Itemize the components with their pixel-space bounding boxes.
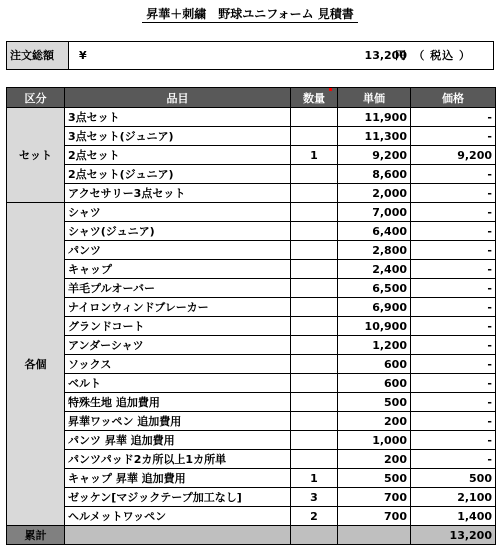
- qty-cell[interactable]: [291, 450, 338, 469]
- estimate-table: [6, 87, 496, 545]
- unit-price-cell: 10,900: [338, 317, 411, 336]
- item-cell: ソックス: [65, 355, 291, 374]
- title-text: 昇華＋刺繍 野球ユニフォーム 見積書: [142, 7, 358, 23]
- qty-cell[interactable]: [291, 260, 338, 279]
- page-title: [0, 6, 500, 22]
- qty-cell[interactable]: 2: [291, 507, 338, 526]
- item-cell: アンダーシャツ: [65, 336, 291, 355]
- header-price: 価格: [411, 88, 496, 108]
- table-row: [7, 222, 496, 241]
- price-cell: -: [411, 336, 496, 355]
- category-cell: 各個: [7, 203, 65, 526]
- price-cell: -: [411, 222, 496, 241]
- qty-cell[interactable]: [291, 203, 338, 222]
- unit-price-cell: 11,300: [338, 127, 411, 146]
- item-cell: 3点セット(ジュニア): [65, 127, 291, 146]
- unit-price-cell: 7,000: [338, 203, 411, 222]
- unit-price-cell: 600: [338, 374, 411, 393]
- price-cell: 2,100: [411, 488, 496, 507]
- header-qty: 数量: [291, 88, 338, 108]
- order-total-body: [69, 42, 493, 69]
- total-row: [7, 526, 496, 545]
- qty-cell[interactable]: [291, 279, 338, 298]
- total-amount: 13,200: [411, 526, 496, 545]
- comment-indicator: [329, 88, 332, 91]
- table-row: [7, 184, 496, 203]
- item-cell: 3点セット: [65, 108, 291, 127]
- table-row: [7, 374, 496, 393]
- unit-price-cell: 9,200: [338, 146, 411, 165]
- order-total-box: [6, 41, 494, 70]
- price-cell: -: [411, 450, 496, 469]
- price-cell: -: [411, 431, 496, 450]
- table-row: [7, 431, 496, 450]
- price-cell: -: [411, 393, 496, 412]
- price-cell: -: [411, 374, 496, 393]
- qty-cell[interactable]: [291, 184, 338, 203]
- unit-price-cell: 600: [338, 355, 411, 374]
- order-total-label: 注文総額: [7, 42, 69, 69]
- qty-cell[interactable]: [291, 393, 338, 412]
- order-total-amount: 13,200: [364, 49, 407, 62]
- table-row: [7, 412, 496, 431]
- item-cell: 羊毛プルオーバー: [65, 279, 291, 298]
- price-cell: -: [411, 108, 496, 127]
- item-cell: シャツ(ジュニア): [65, 222, 291, 241]
- price-cell: -: [411, 184, 496, 203]
- table-row: [7, 165, 496, 184]
- unit-price-cell: 11,900: [338, 108, 411, 127]
- qty-cell[interactable]: [291, 108, 338, 127]
- table-row: [7, 108, 496, 127]
- unit-price-cell: 700: [338, 488, 411, 507]
- price-cell: -: [411, 203, 496, 222]
- qty-cell[interactable]: [291, 241, 338, 260]
- item-cell: 2点セット: [65, 146, 291, 165]
- item-cell: パンツ: [65, 241, 291, 260]
- unit-price-cell: 2,400: [338, 260, 411, 279]
- item-cell: ナイロンウィンドブレーカー: [65, 298, 291, 317]
- price-cell: -: [411, 279, 496, 298]
- unit-price-cell: 1,000: [338, 431, 411, 450]
- qty-cell[interactable]: [291, 336, 338, 355]
- table-row: [7, 469, 496, 488]
- table-row: [7, 450, 496, 469]
- item-cell: アクセサリー3点セット: [65, 184, 291, 203]
- price-cell: -: [411, 127, 496, 146]
- table-row: [7, 336, 496, 355]
- qty-cell[interactable]: [291, 127, 338, 146]
- table-row: [7, 260, 496, 279]
- unit-price-cell: 6,500: [338, 279, 411, 298]
- unit-price-cell: 200: [338, 450, 411, 469]
- unit-price-cell: 500: [338, 393, 411, 412]
- qty-cell[interactable]: [291, 431, 338, 450]
- item-cell: ベルト: [65, 374, 291, 393]
- price-cell: -: [411, 317, 496, 336]
- item-cell: シャツ: [65, 203, 291, 222]
- unit-price-cell: 1,200: [338, 336, 411, 355]
- table-row: [7, 241, 496, 260]
- category-cell: セット: [7, 108, 65, 203]
- table-row: [7, 355, 496, 374]
- yen-symbol: ¥: [79, 49, 87, 62]
- header-unit-price: 単価: [338, 88, 411, 108]
- item-cell: キャップ: [65, 260, 291, 279]
- order-total-unit: 円 （ 税込 ）: [394, 49, 471, 62]
- price-cell: -: [411, 260, 496, 279]
- price-cell: -: [411, 298, 496, 317]
- unit-price-cell: 8,600: [338, 165, 411, 184]
- table-row: [7, 298, 496, 317]
- qty-cell[interactable]: [291, 165, 338, 184]
- table-row: [7, 507, 496, 526]
- item-cell: キャップ 昇華 追加費用: [65, 469, 291, 488]
- total-label: 累計: [7, 526, 65, 545]
- qty-cell[interactable]: 3: [291, 488, 338, 507]
- item-cell: ヘルメットワッペン: [65, 507, 291, 526]
- qty-cell[interactable]: 1: [291, 469, 338, 488]
- table-row: [7, 317, 496, 336]
- header-item: 品目: [65, 88, 291, 108]
- unit-price-cell: 200: [338, 412, 411, 431]
- unit-price-cell: 2,800: [338, 241, 411, 260]
- price-cell: -: [411, 355, 496, 374]
- item-cell: 昇華ワッペン 追加費用: [65, 412, 291, 431]
- total-empty: [65, 526, 291, 545]
- unit-price-cell: 700: [338, 507, 411, 526]
- table-row: [7, 203, 496, 222]
- qty-cell[interactable]: [291, 412, 338, 431]
- qty-cell[interactable]: [291, 222, 338, 241]
- qty-cell[interactable]: 1: [291, 146, 338, 165]
- table-row: [7, 279, 496, 298]
- price-cell: -: [411, 412, 496, 431]
- item-cell: ゼッケン[マジックテープ加工なし]: [65, 488, 291, 507]
- table-row: [7, 127, 496, 146]
- item-cell: パンツ 昇華 追加費用: [65, 431, 291, 450]
- price-cell: 500: [411, 469, 496, 488]
- estimate-body: [7, 108, 496, 526]
- header-category: 区分: [7, 88, 65, 108]
- item-cell: 2点セット(ジュニア): [65, 165, 291, 184]
- item-cell: グランドコート: [65, 317, 291, 336]
- table-row: [7, 488, 496, 507]
- item-cell: 特殊生地 追加費用: [65, 393, 291, 412]
- price-cell: -: [411, 165, 496, 184]
- total-empty: [338, 526, 411, 545]
- unit-price-cell: 2,000: [338, 184, 411, 203]
- table-row: [7, 146, 496, 165]
- item-cell: パンツパッド2カ所以上1カ所単: [65, 450, 291, 469]
- qty-cell[interactable]: [291, 374, 338, 393]
- qty-cell[interactable]: [291, 355, 338, 374]
- price-cell: 9,200: [411, 146, 496, 165]
- qty-cell[interactable]: [291, 298, 338, 317]
- price-cell: -: [411, 241, 496, 260]
- qty-cell[interactable]: [291, 317, 338, 336]
- header-row: [7, 88, 496, 108]
- unit-price-cell: 500: [338, 469, 411, 488]
- unit-price-cell: 6,400: [338, 222, 411, 241]
- total-empty: [291, 526, 338, 545]
- price-cell: 1,400: [411, 507, 496, 526]
- table-row: [7, 393, 496, 412]
- unit-price-cell: 6,900: [338, 298, 411, 317]
